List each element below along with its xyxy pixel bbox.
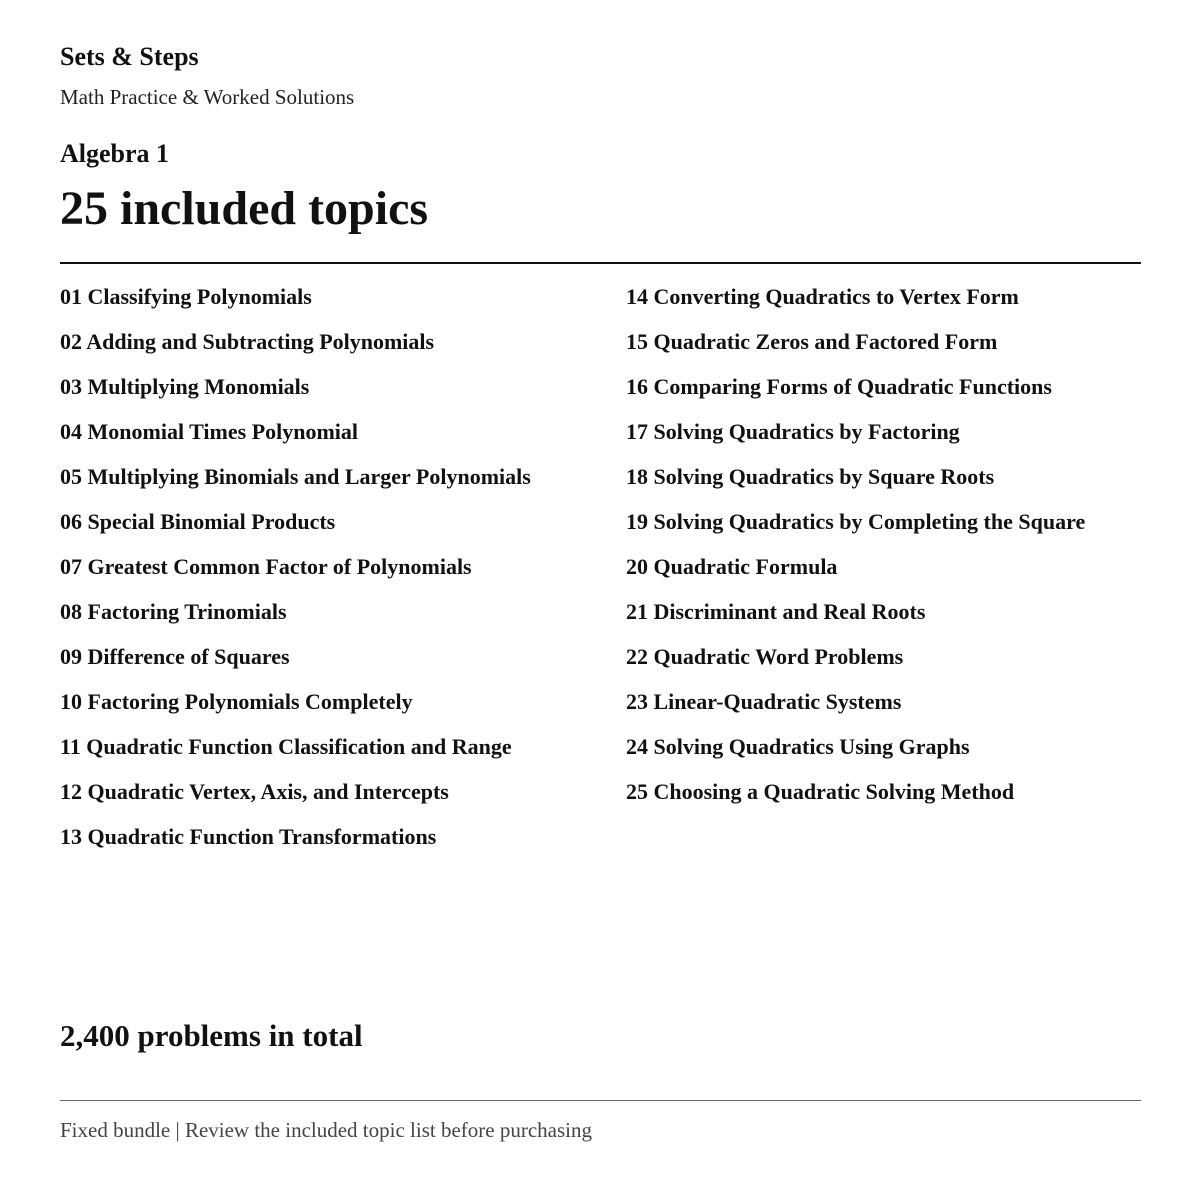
topic-item: 11 Quadratic Function Classification and Range [60,734,512,759]
topic-item: 24 Solving Quadratics Using Graphs [626,734,970,759]
topic-column-right [626,283,1141,868]
header-divider [60,262,1141,264]
topic-item: 05 Multiplying Binomials and Larger Polynomials [60,464,531,489]
footer-divider [60,1100,1141,1101]
topic-item: 06 Special Binomial Products [60,509,336,534]
topic-item: 12 Quadratic Vertex, Axis, and Intercepts [60,779,449,804]
course-name: Algebra 1 [60,139,170,168]
topic-item: 01 Classifying Polynomials [60,284,312,309]
topic-item: 21 Discriminant and Real Roots [626,599,926,624]
topic-item: 02 Adding and Subtracting Polynomials [60,329,435,354]
topic-item: 03 Multiplying Monomials [60,374,310,399]
topic-item: 07 Greatest Common Factor of Polynomials [60,554,472,579]
topic-list [60,283,1141,868]
topic-item: 18 Solving Quadratics by Square Roots [626,464,995,489]
product-page [60,0,1141,1200]
topic-item: 15 Quadratic Zeros and Factored Form [626,329,998,354]
topic-item: 19 Solving Quadratics by Completing the Square [626,509,1086,534]
topic-item: 22 Quadratic Word Problems [626,644,904,669]
topic-item: 04 Monomial Times Polynomial [60,419,359,444]
page-title: 25 included topics [60,182,429,235]
topic-item: 14 Converting Quadratics to Vertex Form [626,284,1019,309]
topic-column-left [60,283,626,868]
topic-item: 17 Solving Quadratics by Factoring [626,419,960,444]
topic-item: 20 Quadratic Formula [626,554,838,579]
topic-item: 08 Factoring Trinomials [60,599,287,624]
topic-item: 25 Choosing a Quadratic Solving Method [626,779,1015,804]
topic-item: 13 Quadratic Function Transformations [60,824,437,849]
topic-item: 23 Linear-Quadratic Systems [626,689,902,714]
topic-item: 10 Factoring Polynomials Completely [60,689,413,714]
topic-item: 09 Difference of Squares [60,644,290,669]
topic-item: 16 Comparing Forms of Quadratic Functions [626,374,1052,399]
footer-note: Fixed bundle | Review the included topic list before purchasing [60,1118,592,1142]
brand-tagline: Math Practice & Worked Solutions [60,85,355,109]
problem-total: 2,400 problems in total [60,1018,363,1053]
brand-title: Sets & Steps [60,42,199,71]
